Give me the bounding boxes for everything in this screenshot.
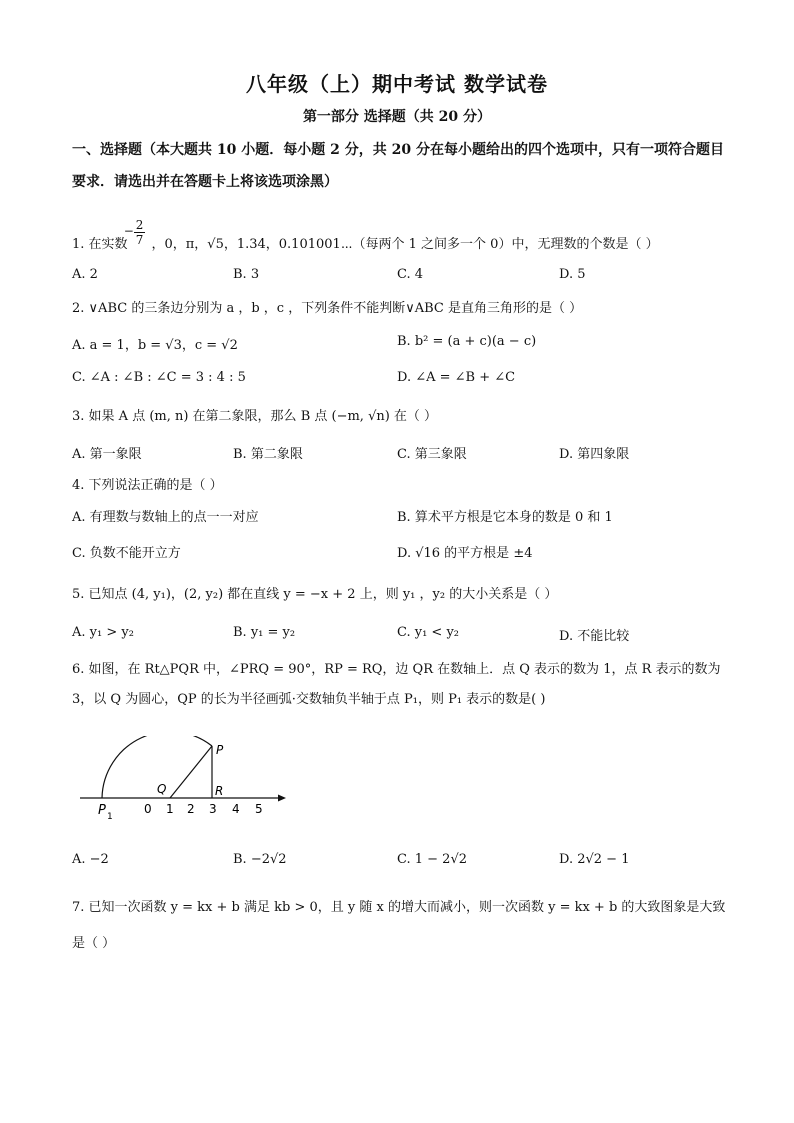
q1-frac-den: 7: [135, 233, 144, 247]
question-6-stem: 6. 如图，在 Rt△PQR 中，∠PRQ = 90°，RP = RQ，边 QR 在数轴上．点 Q 表示的数为 1，点 R 表示的数为 3，以 Q 为圆心，QP 的长为半径画弧·交数轴负半轴于点 P₁，则 P₁ 表示的数是( ): [72, 662, 721, 707]
q5-option-a: A. y₁ > y₂: [72, 625, 134, 640]
label-p1: P: [98, 803, 106, 818]
q1-option-a: A. 2: [72, 267, 98, 282]
q3-option-d: D. 第四象限: [559, 447, 630, 462]
page-subtitle: 第一部分 选择题（共 20 分）: [302, 109, 492, 125]
q1-option-d: D. 5: [559, 267, 586, 282]
q1-rest: ，0，π，√5，1.34，0.101001⋯（每两个 1 之间多一个 0）中，无理数的个数是（ ）: [151, 237, 659, 252]
label-q: Q: [157, 782, 167, 796]
q1-fraction: [123, 218, 146, 247]
q4-option-b: B. 算术平方根是它本身的数是 0 和 1: [397, 510, 613, 525]
q2-option-a: A. a = 1，b = √3，c = √2: [72, 338, 238, 353]
label-p1-sub: 1: [107, 812, 113, 822]
q4-option-c: C. 负数不能开立方: [72, 546, 181, 561]
label-r: R: [215, 784, 224, 798]
q1-frac-sign: −: [123, 224, 134, 238]
q5-option-b: B. y₁ = y₂: [233, 625, 296, 640]
question-7-stem: 7. 已知一次函数 y = kx + b 满足 kb > 0，且 y 随 x 的增大而减小，则一次函数 y = kx + b 的大致图象是大致是（ ）: [72, 900, 726, 951]
q2-option-b: B. b² = (a + c)(a − c): [397, 334, 537, 349]
question-4-stem: 4. 下列说法正确的是（ ）: [72, 478, 223, 493]
q1-frac-num: 2: [135, 218, 144, 232]
q6-option-a: A. −2: [72, 852, 109, 867]
tick-label-5: 5: [255, 802, 263, 816]
q2-option-d: D. ∠A = ∠B + ∠C: [397, 370, 516, 385]
page-title: 八年级（上）期中考试 数学试卷: [246, 72, 548, 96]
q3-option-b: B. 第二象限: [233, 447, 303, 462]
question-3-stem: 3. 如果 A 点 (m, n) 在第二象限，那么 B 点 (−m, √n) 在（ ）: [72, 409, 438, 424]
tick-label-4: 4: [232, 802, 240, 816]
q1-option-b: B. 3: [233, 267, 260, 282]
q3-option-a: A. 第一象限: [72, 447, 142, 462]
q2-option-c: C. ∠A : ∠B : ∠C = 3 : 4 : 5: [72, 370, 246, 385]
q3-option-c: C. 第三象限: [397, 447, 467, 462]
question-5-stem: 5. 已知点 (4, y₁)，(2, y₂) 都在直线 y = −x + 2 上，则 y₁ ，y₂ 的大小关系是（ ）: [72, 587, 558, 602]
q1-prefix: 1. 在实数: [72, 237, 128, 252]
q6-option-b: B. −2√2: [233, 852, 287, 867]
q5-option-d: D. 不能比较: [559, 629, 630, 644]
segment-qp: [170, 746, 212, 798]
q4-option-a: A. 有理数与数轴上的点一一对应: [72, 510, 259, 525]
label-p: P: [216, 743, 224, 757]
tick-label-1: 1: [166, 802, 174, 816]
q4-option-d: D. √16 的平方根是 ±4: [397, 546, 533, 561]
tick-label-3: 3: [209, 802, 217, 816]
q6-option-c: C. 1 − 2√2: [397, 852, 468, 867]
q6-figure: [74, 736, 294, 826]
tick-label-2: 2: [187, 802, 195, 816]
q1-option-c: C. 4: [397, 267, 424, 282]
question-1-stem: [72, 218, 659, 259]
tick-label-0: 0: [144, 802, 152, 816]
question-2-stem: 2. ∨ABC 的三条边分别为 a ，b ，c ，下列条件不能判断∨ABC 是直角三角形的是（ ）: [72, 301, 583, 316]
section-heading: 一、选择题（本大题共 10 小题．每小题 2 分，共 20 分在每小题给出的四个选项中，只有一项符合题目要求．请选出并在答题卡上将该选项涂黑）: [72, 142, 724, 190]
q5-option-c: C. y₁ < y₂: [397, 625, 460, 640]
q6-option-d: D. 2√2 − 1: [559, 852, 630, 867]
axis-arrow-icon: [278, 795, 286, 802]
